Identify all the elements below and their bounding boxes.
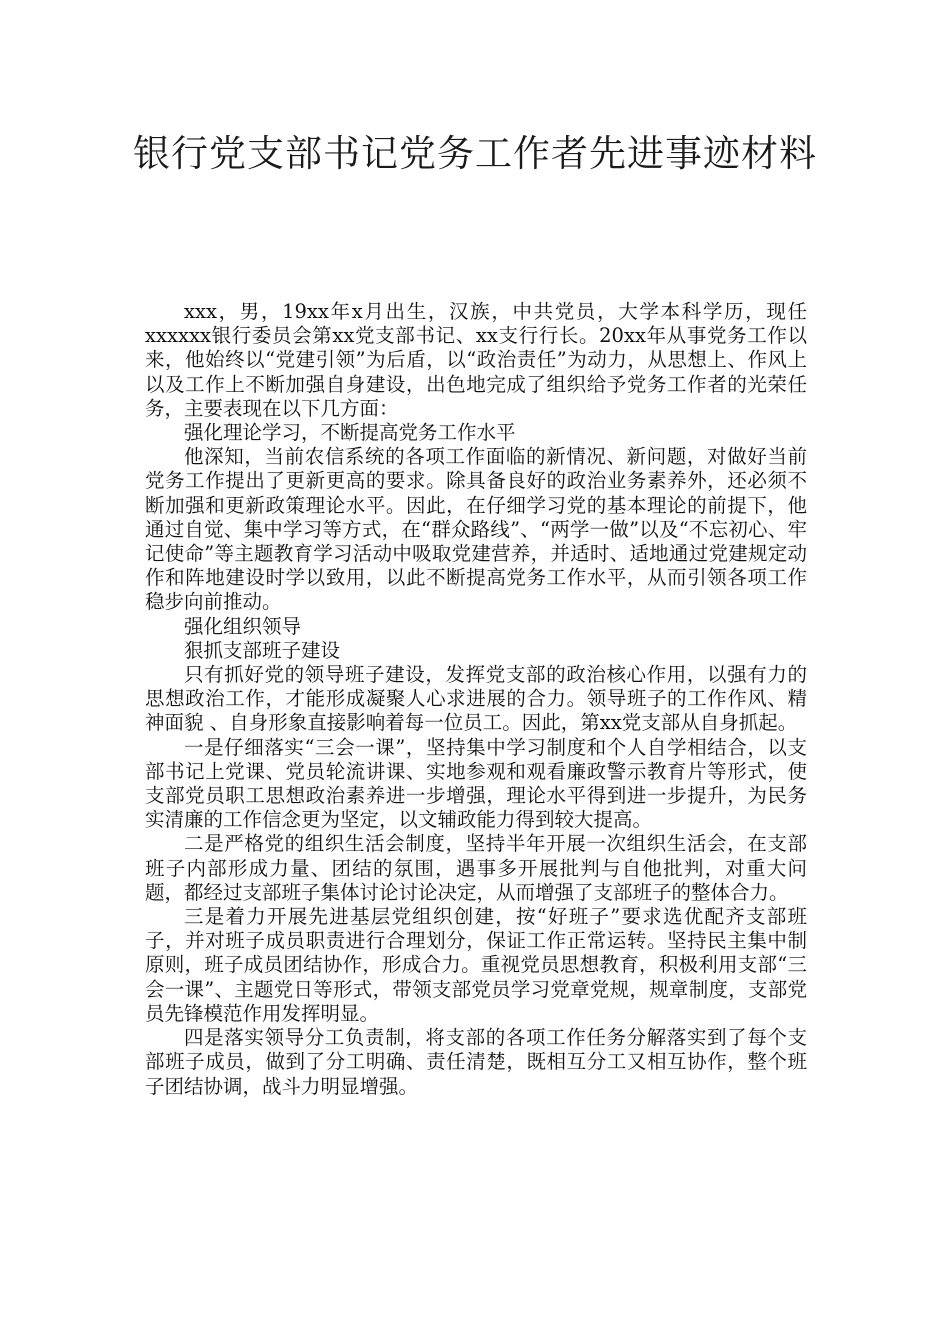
paragraph-point-four: 四是落实领导分工负责制，将支部的各项工作任务分解落实到了每个支部班子成员，做到了分工明确、责任清楚，既相互分工又相互协作，整个班子团结协调，战斗力明显增强。 bbox=[145, 1026, 807, 1098]
paragraph-theory-study: 他深知，当前农信系统的各项工作面临的新情况、新问题，对做好当前党务工作提出了更新更高的要求。除具备良好的政治业务素养外，还必须不断加强和更新政策理论水平。因此，在仔细学习党的基本理论的前提下，他通过自觉、集中学习等方式，在“群众路线”、“两学一做”以及“不忘初心、牢记使命”等主题教育学习活动中吸取党建营养，并适时、适地通过党建规定动作和阵地建设时学以致用，以此不断提高党务工作水平，从而引领各项工作稳步向前推动。 bbox=[145, 445, 807, 614]
document-body bbox=[145, 300, 807, 1099]
heading-team-building: 狠抓支部班子建设 bbox=[184, 638, 341, 662]
document-title: 银行党支部书记党务工作者先进事迹材料 bbox=[133, 132, 817, 175]
heading-organization-leadership: 强化组织领导 bbox=[184, 614, 302, 638]
paragraph-intro: xxx，男，19xx年x月出生，汉族，中共党员，大学本科学历，现任xxxxxx银行委员会第xx党支部书记、xx支行行长。20xx年从事党务工作以来，他始终以“党建引领”为后盾，以“政治责任”为动力，从思想上、作风上以及工作上不断加强自身建设，出色地完成了组织给予党务工作者的光荣任务，主要表现在以下几方面： bbox=[145, 300, 807, 420]
paragraph-point-one: 一是仔细落实“三会一课”，坚持集中学习制度和个人自学相结合，以支部书记上党课、党员轮流讲课、实地参观和观看廉政警示教育片等形式，使支部党员职工思想政治素养进一步增强，理论水平得到进一步提升，为民务实清廉的工作信念更为坚定，以文辅政能力得到较大提高。 bbox=[145, 735, 807, 832]
heading-theory-study: 强化理论学习，不断提高党务工作水平 bbox=[184, 421, 516, 445]
paragraph-team-building: 只有抓好党的领导班子建设，发挥党支部的政治核心作用，以强有力的思想政治工作，才能形成凝聚人心求进展的合力。领导班子的工作作风、精神面貌 、自身形象直接影响着每一位员工。因此，第xx党支部从自身抓起。 bbox=[145, 663, 807, 735]
paragraph-point-three: 三是着力开展先进基层党组织创建，按“好班子”要求选优配齐支部班子，并对班子成员职责进行合理划分，保证工作正常运转。坚持民主集中制原则，班子成员团结协作，形成合力。重视党员思想教育，积极利用支部“三会一课”、主题党日等形式，带领支部党员学习党章党规，规章制度，支部党员先锋模范作用发挥明显。 bbox=[145, 905, 807, 1025]
paragraph-point-two: 二是严格党的组织生活会制度，坚持半年开展一次组织生活会，在支部班子内部形成力量、团结的氛围，遇事多开展批判与自他批判，对重大问题，都经过支部班子集体讨论讨论决定，从而增强了支部班子的整体合力。 bbox=[145, 832, 807, 904]
